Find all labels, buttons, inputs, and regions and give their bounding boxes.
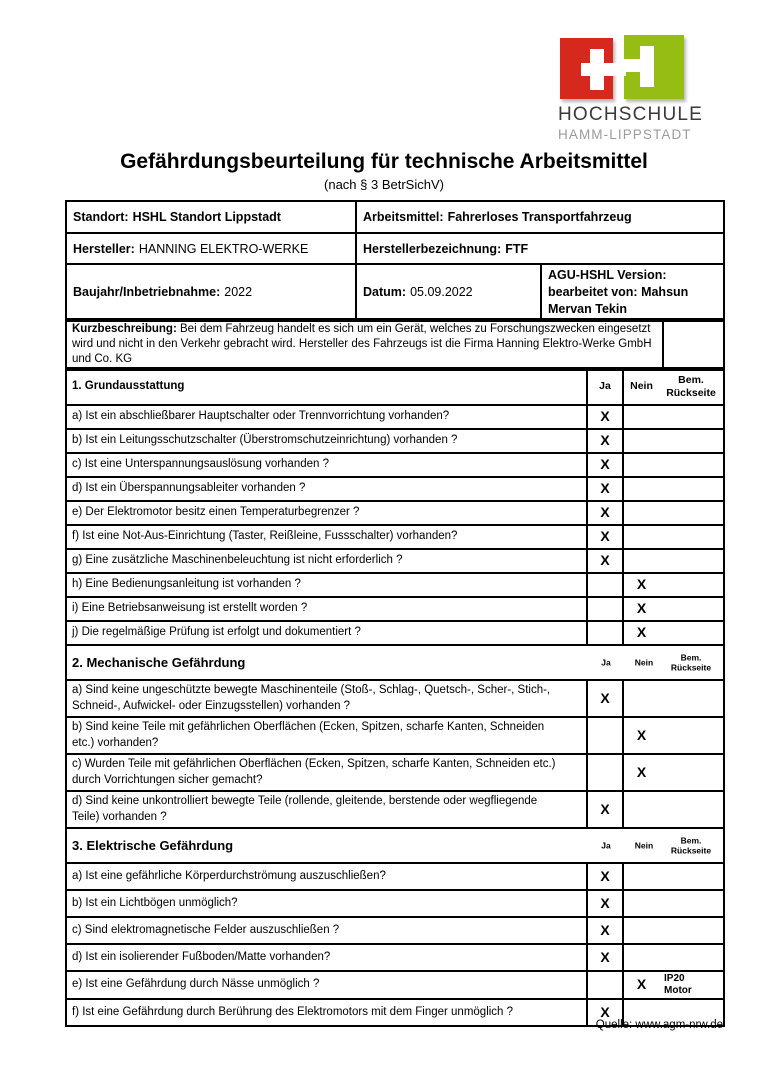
question-text: f) Ist eine Not-Aus-Einrichtung (Taster, Reißleine, Fussschalter) vorhanden?	[66, 525, 587, 549]
bem-cell	[659, 971, 724, 999]
answer-x-mark: X	[600, 552, 610, 568]
bem-cell	[659, 405, 724, 429]
column-header-nein: Nein	[623, 368, 659, 405]
version-cell	[541, 264, 724, 321]
ja-cell	[587, 453, 623, 477]
answer-x-mark: X	[600, 894, 610, 911]
question-text: i) Eine Betriebsanweisung ist erstellt worden ?	[66, 597, 587, 621]
ja-cell	[587, 621, 623, 645]
bem-cell	[659, 525, 724, 549]
question-row	[66, 477, 724, 501]
nein-cell	[623, 597, 659, 621]
info-row	[66, 233, 724, 264]
ja-cell	[587, 597, 623, 621]
section-header-row	[66, 645, 724, 680]
page-title: Gefährdungsbeurteilung für technische Arbeitsmittel	[120, 150, 648, 173]
answer-x-mark: X	[636, 976, 647, 993]
bem-cell	[659, 477, 724, 501]
bem-cell	[659, 549, 724, 573]
question-row	[66, 405, 724, 429]
nein-cell	[623, 573, 659, 597]
question-text: b) Ist ein Leitungsschutzschalter (Überstromschutzeinrichtung) vorhanden ?	[66, 429, 587, 453]
bearbeitet-von-line: bearbeitet von: Mahsun Mervan Tekin	[548, 284, 689, 316]
section-header-row	[66, 368, 724, 405]
column-header-ja: Ja	[601, 840, 611, 851]
nein-cell	[623, 944, 659, 971]
bem-cell	[659, 791, 724, 828]
title-block	[0, 150, 768, 192]
ja-cell	[587, 754, 623, 791]
ja-cell	[587, 429, 623, 453]
datum-cell: Datum: 05.09.2022	[356, 264, 541, 321]
ja-cell	[587, 477, 623, 501]
section-title: 1. Grundausstattung	[66, 368, 587, 405]
arbeitsmittel-cell: Arbeitsmittel: Fahrerloses Transportfahrzeug	[356, 201, 724, 233]
question-text: c) Ist eine Unterspannungsauslösung vorhanden ?	[66, 453, 587, 477]
kurzbeschreibung-table	[65, 318, 725, 371]
question-text: a) Sind keine ungeschützte bewegte Maschinenteile (Stoß-, Schlag-, Quetsch-, Scher-, Stich-, Schneid-, Aufwickel- oder Einzugsstellen) vorhanden ?	[66, 680, 587, 717]
question-text: j) Die regelmäßige Prüfung ist erfolgt und dokumentiert ?	[66, 621, 587, 645]
bem-cell	[659, 621, 724, 645]
column-header-ja: Ja	[601, 657, 611, 668]
question-text: b) Ist ein Lichtbögen unmöglich?	[66, 890, 587, 917]
nein-cell	[623, 501, 659, 525]
hshl-logo	[558, 35, 723, 142]
logo-cross-bar	[590, 49, 604, 90]
bem-cell	[659, 501, 724, 525]
answer-x-mark: X	[636, 763, 647, 780]
question-row	[66, 501, 724, 525]
page-subtitle: (nach § 3 BetrSichV)	[324, 177, 444, 192]
ja-cell	[587, 717, 623, 754]
question-row	[66, 917, 724, 944]
bem-cell	[659, 890, 724, 917]
question-row	[66, 525, 724, 549]
logo-text-hamm-lippstadt: HAMM-LIPPSTADT	[558, 127, 692, 142]
bem-cell	[659, 944, 724, 971]
answer-x-mark: X	[600, 480, 610, 496]
section-title: 2. Mechanische Gefährdung	[72, 654, 246, 670]
answer-x-mark: X	[600, 921, 610, 938]
answer-x-mark: X	[600, 689, 610, 706]
question-row	[66, 597, 724, 621]
bem-cell	[659, 453, 724, 477]
question-text: c) Sind elektromagnetische Felder auszuschließen ?	[66, 917, 587, 944]
info-table	[65, 200, 725, 322]
logo-text-hochschule: HOCHSCHULE	[558, 104, 704, 125]
logo-cross-bar	[640, 46, 654, 87]
hersteller-cell: Hersteller: HANNING ELEKTRO-WERKE	[66, 233, 356, 264]
answer-x-mark: X	[600, 456, 610, 472]
answer-x-mark: X	[600, 504, 610, 520]
question-text: d) Ist ein isolierender Fußboden/Matte vorhanden?	[66, 944, 587, 971]
answer-x-mark: X	[600, 948, 610, 965]
nein-cell	[623, 754, 659, 791]
question-text: h) Eine Bedienungsanleitung ist vorhanden ?	[66, 573, 587, 597]
section-title: 3. Elektrische Gefährdung	[72, 837, 234, 853]
standort-cell: Standort: HSHL Standort Lippstadt	[66, 201, 356, 233]
question-row	[66, 621, 724, 645]
question-text: b) Sind keine Teile mit gefährlichen Oberflächen (Ecken, Spitzen, scharfe Kanten, Schneiden etc.) vorhanden?	[66, 717, 587, 754]
kurzbeschreibung-text: Kurzbeschreibung: Bei dem Fahrzeug handelt es sich um ein Gerät, welches zu Forschungszwecken eingesetzt wird und nicht in den Verkehr gebracht wird. Hersteller des Fahrzeugs ist die Firma Hanning Elektro-Werke GmbH und Co. KG	[66, 319, 663, 370]
ja-cell	[587, 917, 623, 944]
ja-cell	[587, 501, 623, 525]
nein-cell	[623, 525, 659, 549]
column-header-bem: Bem. Rückseite	[670, 651, 712, 673]
question-row	[66, 717, 724, 754]
question-text: g) Eine zusätzliche Maschinenbeleuchtung ist nicht erforderlich ?	[66, 549, 587, 573]
question-row	[66, 680, 724, 717]
section-header-cell	[66, 828, 724, 863]
answer-x-mark: X	[636, 576, 647, 592]
bem-cell	[659, 754, 724, 791]
kurzbeschreibung-row	[66, 319, 724, 370]
column-header-bem: Bem. Rückseite	[670, 835, 712, 856]
hshl-logo-mark-icon	[560, 35, 690, 101]
nein-cell	[623, 453, 659, 477]
assessment-table	[65, 367, 725, 1027]
ja-cell	[587, 405, 623, 429]
nein-cell	[623, 477, 659, 501]
bem-cell	[659, 717, 724, 754]
question-row	[66, 944, 724, 971]
nein-cell	[623, 971, 659, 999]
question-text: c) Wurden Teile mit gefährlichen Oberflächen (Ecken, Spitzen, scharfe Kanten, Schneiden etc.) durch Vorrichtungen sicher gemacht?	[66, 754, 587, 791]
question-row	[66, 863, 724, 890]
answer-x-mark: X	[600, 528, 610, 544]
answer-x-mark: X	[600, 867, 610, 884]
info-row	[66, 264, 724, 321]
ja-cell	[587, 573, 623, 597]
question-text: a) Ist ein abschließbarer Hauptschalter oder Trennvorrichtung vorhanden?	[66, 405, 587, 429]
question-text: d) Ist ein Überspannungsableiter vorhanden ?	[66, 477, 587, 501]
bem-cell	[659, 917, 724, 944]
baujahr-cell: Baujahr/Inbetriebnahme: 2022	[66, 264, 356, 321]
section-header-cell	[66, 645, 724, 680]
version-line: AGU-HSHL Version:	[548, 268, 667, 282]
ja-cell	[587, 791, 623, 828]
column-header-nein: Nein	[634, 840, 654, 851]
column-header-bem: Bem. Rückseite	[659, 368, 724, 405]
ja-cell	[587, 680, 623, 717]
answer-x-mark: X	[600, 800, 610, 817]
question-text: f) Ist eine Gefährdung durch Berührung des Elektromotors mit dem Finger unmöglich ?	[66, 999, 587, 1026]
answer-x-mark: X	[636, 624, 647, 640]
question-row	[66, 453, 724, 477]
ja-cell	[587, 971, 623, 999]
kurzbeschreibung-empty-cell	[663, 319, 724, 370]
question-text: a) Ist eine gefährliche Körperdurchströmung auszuschließen?	[66, 863, 587, 890]
nein-cell	[623, 429, 659, 453]
question-text: e) Ist eine Gefährdung durch Nässe unmöglich ?	[66, 971, 587, 999]
nein-cell	[623, 791, 659, 828]
bem-cell	[659, 597, 724, 621]
answer-x-mark: X	[600, 1003, 610, 1020]
nein-cell	[623, 405, 659, 429]
question-row	[66, 573, 724, 597]
nein-cell	[623, 717, 659, 754]
nein-cell	[623, 917, 659, 944]
answer-x-mark: X	[600, 408, 610, 424]
question-row	[66, 791, 724, 828]
bem-cell	[659, 573, 724, 597]
answer-x-mark: X	[636, 726, 647, 743]
nein-cell	[623, 621, 659, 645]
ja-cell	[587, 863, 623, 890]
nein-cell	[623, 549, 659, 573]
herstellerbezeichnung-cell: Herstellerbezeichnung: FTF	[356, 233, 724, 264]
nein-cell	[623, 680, 659, 717]
column-header-nein: Nein	[634, 657, 654, 668]
ja-cell	[587, 944, 623, 971]
question-row	[66, 429, 724, 453]
ja-cell	[587, 549, 623, 573]
bem-cell	[659, 863, 724, 890]
ja-cell	[587, 525, 623, 549]
question-row	[66, 890, 724, 917]
question-row	[66, 549, 724, 573]
answer-x-mark: X	[600, 432, 610, 448]
bem-note: IP20 Motor	[664, 973, 692, 997]
answer-x-mark: X	[636, 600, 647, 616]
bem-cell	[659, 680, 724, 717]
section-header-row	[66, 828, 724, 863]
question-text: e) Der Elektromotor besitz einen Temperaturbegrenzer ?	[66, 501, 587, 525]
source-note: Quelle: www.agm-nrw.de	[595, 1019, 723, 1031]
nein-cell	[623, 863, 659, 890]
column-header-ja: Ja	[587, 368, 623, 405]
info-row	[66, 201, 724, 233]
ja-cell	[587, 890, 623, 917]
question-row	[66, 971, 724, 999]
nein-cell	[623, 890, 659, 917]
bem-cell	[659, 429, 724, 453]
question-row	[66, 754, 724, 791]
question-text: d) Sind keine unkontrolliert bewegte Teile (rollende, gleitende, berstende oder wegfliegende Teile) vorhanden ?	[66, 791, 587, 828]
